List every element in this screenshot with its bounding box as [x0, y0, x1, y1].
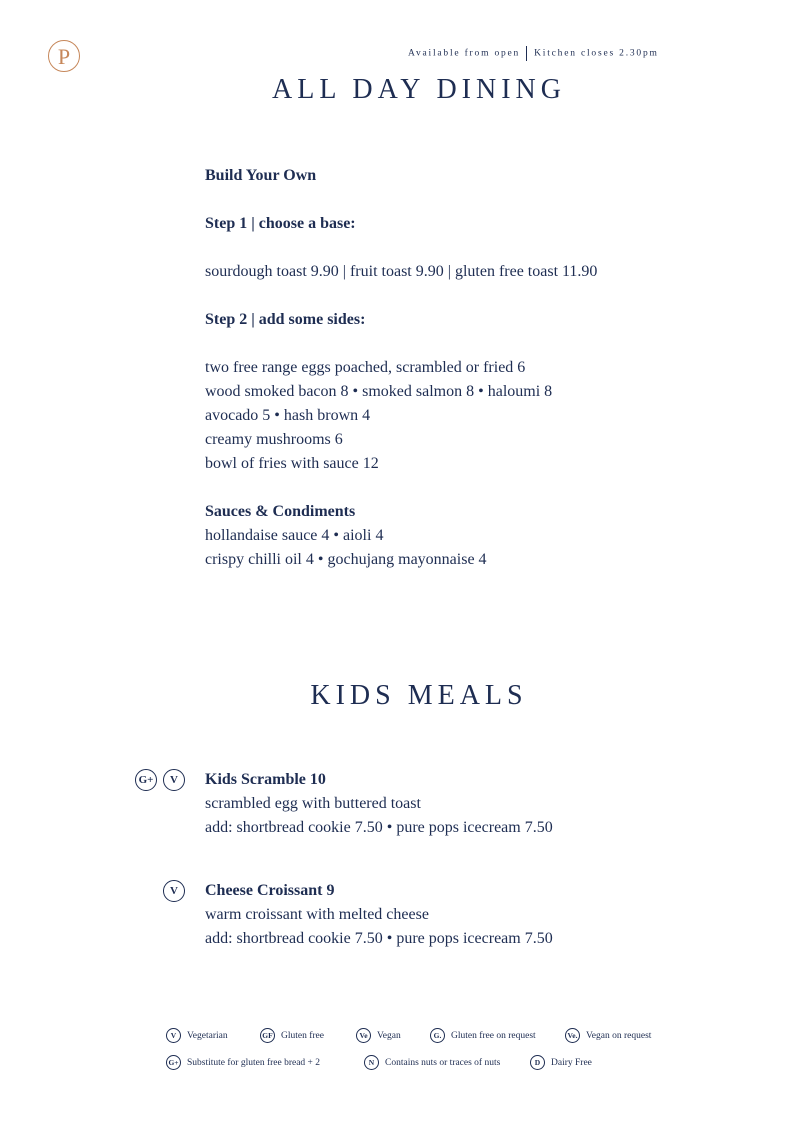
side-item: creamy mushrooms 6 — [205, 431, 343, 448]
legend-label: Substitute for gluten free bread + 2 — [187, 1057, 321, 1068]
item-description: scrambled egg with buttered toast — [205, 795, 421, 812]
available-text: Available from open — [408, 48, 521, 59]
sauce-item: crispy chilli oil 4 • gochujang mayonnaise 4 — [205, 551, 487, 568]
legend-item-dairy-free — [530, 1055, 592, 1070]
legend-item-gluten-free — [260, 1028, 356, 1043]
vegetarian-badge: V — [163, 880, 185, 902]
divider — [526, 46, 527, 61]
sauces-heading: Sauces & Condiments — [205, 503, 356, 520]
menu-item-cheese-croissant — [205, 879, 553, 951]
nuts-icon: N — [364, 1055, 379, 1070]
legend-label: Vegan — [377, 1030, 401, 1041]
legend-item-vegetarian — [166, 1028, 260, 1043]
legend-label: Gluten free on request — [451, 1030, 536, 1041]
step2-heading: Step 2 | add some sides: — [205, 311, 366, 328]
legend-label: Gluten free — [281, 1030, 324, 1041]
gluten-free-on-request-icon: G. — [430, 1028, 445, 1043]
dietary-legend-row-1 — [166, 1028, 651, 1043]
step1-heading: Step 1 | choose a base: — [205, 215, 356, 232]
section-title-all-day-dining: ALL DAY DINING — [272, 74, 566, 105]
legend-label: Contains nuts or traces of nuts — [385, 1057, 501, 1068]
legend-label: Vegan on request — [586, 1030, 652, 1041]
legend-item-gluten-free-on-request — [430, 1028, 565, 1043]
vegan-on-request-icon: Ve. — [565, 1028, 580, 1043]
item-addon: add: shortbread cookie 7.50 • pure pops icecream 7.50 — [205, 930, 553, 947]
dairy-free-icon: D — [530, 1055, 545, 1070]
side-item: avocado 5 • hash brown 4 — [205, 407, 371, 424]
opening-hours — [408, 46, 659, 61]
kitchen-closes-text: Kitchen closes 2.30pm — [534, 48, 659, 59]
legend-item-vegan — [356, 1028, 430, 1043]
section-title-kids-meals: KIDS MEALS — [310, 680, 528, 711]
side-item: two free range eggs poached, scrambled or fried 6 — [205, 359, 526, 376]
item-name: Kids Scramble 10 — [205, 771, 326, 788]
legend-label: Dairy Free — [551, 1057, 592, 1068]
side-item: bowl of fries with sauce 12 — [205, 455, 379, 472]
side-item: wood smoked bacon 8 • smoked salmon 8 • haloumi 8 — [205, 383, 553, 400]
vegetarian-badge: V — [163, 769, 185, 791]
gluten-free-substitute-badge: G+ — [135, 769, 157, 791]
base-options: sourdough toast 9.90 | fruit toast 9.90 | gluten free toast 11.90 — [205, 263, 598, 280]
dietary-legend-row-2 — [166, 1055, 592, 1070]
legend-item-vegan-on-request — [565, 1028, 651, 1043]
brand-logo: P — [48, 40, 80, 72]
all-day-dining-content — [205, 164, 597, 572]
gluten-free-icon: GF — [260, 1028, 275, 1043]
menu-item-kids-scramble — [205, 768, 553, 840]
legend-item-nuts — [364, 1055, 530, 1070]
legend-item-gluten-free-substitute — [166, 1055, 364, 1070]
vegan-icon: Ve — [356, 1028, 371, 1043]
legend-label: Vegetarian — [187, 1030, 228, 1041]
item-addon: add: shortbread cookie 7.50 • pure pops icecream 7.50 — [205, 819, 553, 836]
build-your-own-heading: Build Your Own — [205, 167, 317, 184]
gluten-free-substitute-icon: G+ — [166, 1055, 181, 1070]
sauce-item: hollandaise sauce 4 • aioli 4 — [205, 527, 384, 544]
item-description: warm croissant with melted cheese — [205, 906, 429, 923]
item-name: Cheese Croissant 9 — [205, 882, 335, 899]
vegetarian-icon: V — [166, 1028, 181, 1043]
